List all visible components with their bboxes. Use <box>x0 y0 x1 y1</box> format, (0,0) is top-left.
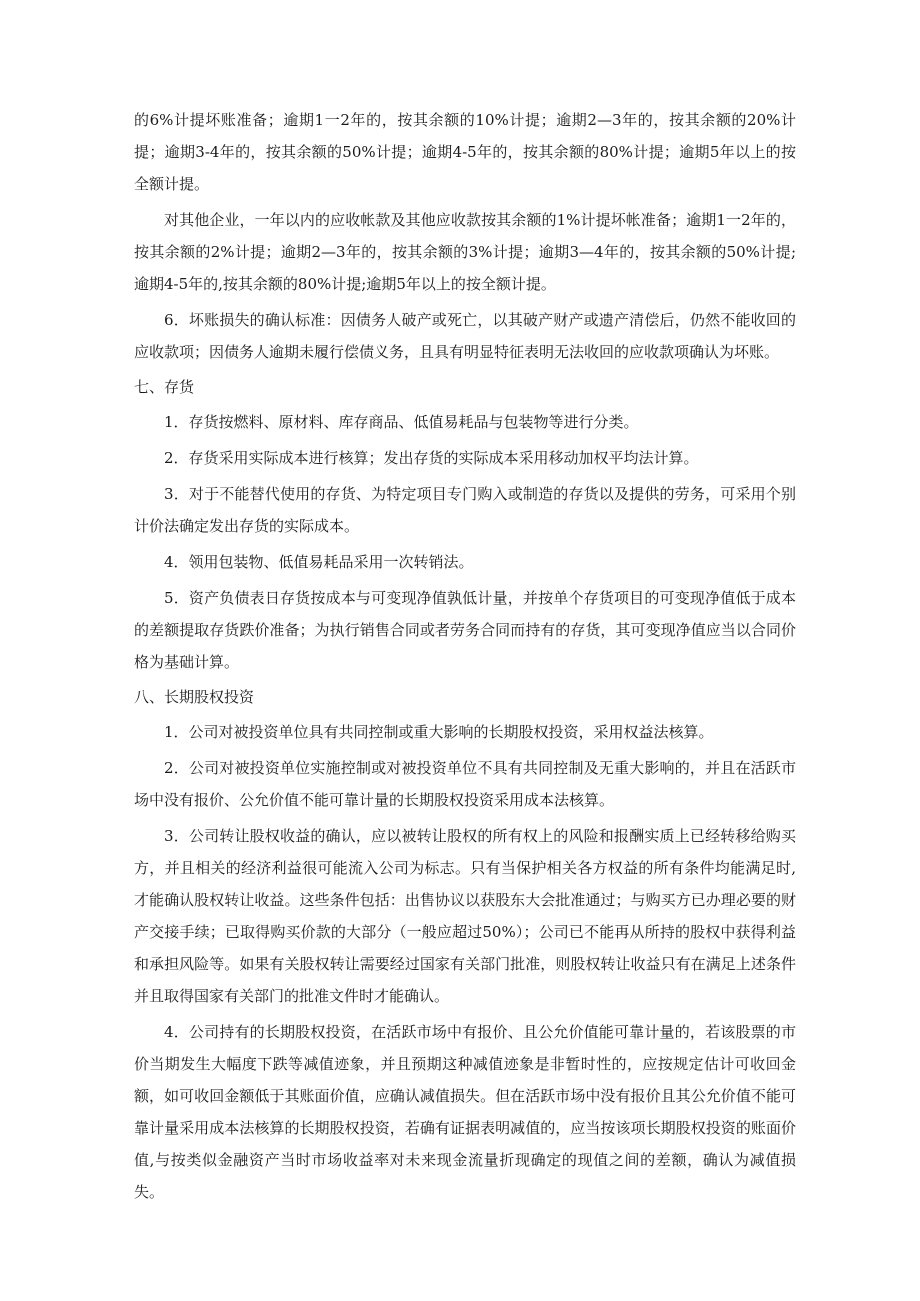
document-body <box>134 104 796 1212</box>
paragraph-inventory-3: 3．对于不能替代使用的存货、为特定项目专门购入或制造的存货以及提供的劳务，可采用个别计价法确定发出存货的实际成本。 <box>134 485 796 535</box>
section-heading-long-term-equity: 八、长期股权投资 <box>134 688 255 706</box>
paragraph-inventory-2: 2．存货采用实际成本进行核算；发出存货的实际成本采用移动加权平均法计算。 <box>164 449 699 467</box>
paragraph-equity-4: 4．公司持有的长期股权投资，在活跃市场中有报价、且公允价值能可靠计量的，若该股票的市价当期发生大幅度下跌等减值迹象，并且预期这种减值迹象是非暂时性的，应按规定估计可收回金额，如可收回金额低于其账面价值，应确认减值损失。但在活跃市场中没有报价且其公允价值不能可靠计量采用成本法核算的长期股权投资，若确有证据表明减值的，应当按该项长期股权投资的账面价值,与按类似金融资产当时市场收益率对未来现金流量折现确定的现值之间的差额，确认为减值损失。 <box>134 1023 796 1201</box>
paragraph-equity-1: 1．公司对被投资单位具有共同控制或重大影响的长期股权投资，采用权益法核算。 <box>164 723 714 741</box>
paragraph-other-enterprises: 对其他企业，一年以内的应收帐款及其他应收款按其余额的1%计提坏帐准备；逾期1一2年的，按其余额的2%计提；逾期2—3年的，按其余额的3%计提；逾期3—4年的，按其余额的50%计提;逾期4-5年的,按其余额的80%计提;逾期5年以上的按全额计提。 <box>134 211 796 293</box>
paragraph-equity-2: 2．公司对被投资单位实施控制或对被投资单位不具有共同控制及无重大影响的，并且在活跃市场中没有报价、公允价值不能可靠计量的长期股权投资采用成本法核算。 <box>134 759 796 809</box>
paragraph-bad-debt-criteria: 6．坏账损失的确认标准：因债务人破产或死亡，以其破产财产或遗产清偿后，仍然不能收回的应收款项；因债务人逾期未履行偿债义务，且具有明显特征表明无法收回的应收款项确认为坏账。 <box>134 311 796 361</box>
paragraph-bad-debt-continued: 的6%计提坏账准备；逾期1一2年的，按其余额的10%计提；逾期2—3年的，按其余额的20%计提；逾期3-4年的，按其余额的50%计提；逾期4-5年的，按其余额的80%计提；逾期5年以上的按全额计提。 <box>134 111 796 193</box>
paragraph-inventory-1: 1．存货按燃料、原材料、库存商品、低值易耗品与包装物等进行分类。 <box>164 413 639 431</box>
section-heading-inventory: 七、存货 <box>134 378 195 396</box>
paragraph-inventory-5: 5．资产负债表日存货按成本与可变现净值孰低计量，并按单个存货项目的可变现净值低于成本的差额提取存货跌价准备；为执行销售合同或者劳务合同而持有的存货，其可变现净值应当以合同价格为基础计算。 <box>134 589 796 671</box>
paragraph-equity-3: 3．公司转让股权收益的确认，应以被转让股权的所有权上的风险和报酬实质上已经转移给购买方，并且相关的经济利益很可能流入公司为标志。只有当保护相关各方权益的所有条件均能满足时,才能确认股权转让收益。这些条件包括：出售协议以获股东大会批准通过；与购买方已办理必要的财产交接手续；已取得购买价款的大部分（一般应超过50%）；公司已不能再从所持的股权中获得利益和承担风险等。如果有关股权转让需要经过国家有关部门批准，则股权转让收益只有在满足上述条件并且取得国家有关部门的批准文件时才能确认。 <box>134 827 796 1005</box>
paragraph-inventory-4: 4．领用包装物、低值易耗品采用一次转销法。 <box>164 553 474 571</box>
